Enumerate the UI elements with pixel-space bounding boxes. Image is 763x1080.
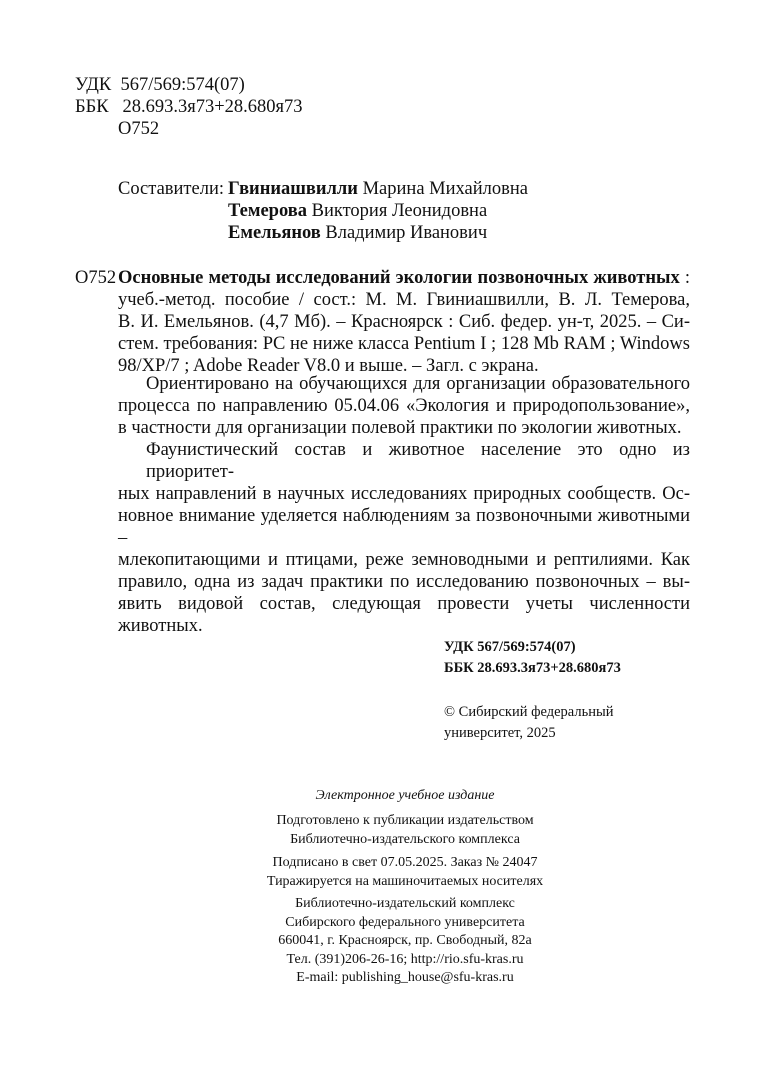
imprint-line: Тел. (391)206-26-16; http://rio.sfu-kras.ru — [286, 951, 524, 967]
book-title: Основные методы исследований экологии позвоночных животных — [118, 268, 680, 288]
udk-label: УДК — [75, 75, 112, 95]
abstract — [118, 373, 690, 637]
author-code: О752 — [118, 119, 160, 139]
abstract-line: ных направлений в научных исследованиях природных сообществ. Ос- — [118, 484, 690, 504]
abstract-line: Ориентировано на обучающихся для организации образовательного — [146, 374, 690, 394]
udk-header — [75, 74, 303, 140]
abstract-line: явить видовой состав, следующая провести учеты численности животных. — [118, 594, 690, 636]
udk-code: УДК 567/569:574(07) — [444, 639, 576, 655]
abstract-line: в частности для организации полевой практики по экологии животных. — [118, 418, 682, 438]
bbk-code: ББК 28.693.3я73+28.680я73 — [444, 660, 621, 676]
imprint-line: Сибирского федерального университета — [285, 914, 525, 930]
abstract-line: новное внимание уделяется наблюдениям за позвоночными животными – — [118, 506, 690, 548]
compilers-list — [228, 178, 528, 244]
udk-value: 567/569:574(07) — [120, 75, 245, 95]
imprint-line: Тиражируется на машиночитаемых носителях — [266, 873, 544, 889]
copyright-line: © Сибирский федеральный — [444, 704, 614, 720]
compilers — [118, 178, 224, 200]
imprint-line: Подготовлено к публикации издательством — [276, 813, 534, 828]
imprint-line: Подписано в свет 07.05.2025. Заказ № 24047 — [272, 855, 538, 870]
imprint-line: Библиотечно-издательский комплекс — [295, 896, 515, 911]
compiler: Темерова Виктория Леонидовна — [228, 201, 488, 221]
copyright-line: университет, 2025 — [444, 725, 556, 741]
biblio-line: В. И. Емельянов. (4,7 Мб). – Красноярск : Сиб. федер. ун-т, 2025. – Си- — [118, 312, 690, 332]
bbk-value: 28.693.3я73+28.680я73 — [122, 97, 303, 117]
biblio-line: стем. требования: PC не ниже класса Pentium I ; 128 Mb RAM ; Windows — [118, 334, 690, 354]
edition-type: Электронное учебное издание — [315, 788, 495, 803]
biblio-line: учеб.-метод. пособие / сост.: М. М. Гвиниашвилли, В. Л. Темерова, — [118, 290, 690, 310]
compilers-label: Составители: — [118, 179, 224, 199]
abstract-line: процесса по направлению 05.04.06 «Экология и природопользование», — [118, 396, 690, 416]
compiler: Емельянов Владимир Иванович — [228, 223, 488, 243]
biblio-line: 98/XP/7 ; Adobe Reader V8.0 и выше. – Загл. с экрана. — [118, 356, 539, 376]
imprint-publisher — [245, 895, 565, 988]
copyright — [444, 702, 613, 744]
imprint-signed — [245, 854, 565, 891]
compiler: Гвиниашвилли Марина Михайловна — [228, 179, 528, 199]
bbk-label: ББК — [75, 97, 109, 117]
imprint-line: Библиотечно-издательского комплекса — [290, 831, 520, 847]
abstract-line: млекопитающими и птицами, реже земноводными и рептилиями. Как — [118, 550, 690, 570]
abstract-line: Фаунистический состав и животное население это одно из приоритет- — [146, 440, 690, 482]
abstract-line: правило, одна из задач практики по исследованию позвоночных – вы- — [118, 572, 690, 592]
biblio-code: О752 — [75, 268, 117, 288]
classification — [444, 637, 621, 679]
biblio-record: Основные методы исследований экологии позвоночных животных : учеб.-метод. пособие / сост.: М. М. Гвиниашвилли, В. Л. Темерова, В. И. Емельянов. (4,7 Мб). – Красноярск : Сиб. федер. ун-т, 2025. – Си- стем. требования: PC не ниже класса Pentium I ; 128 Mb RAM ; Windows 98/XP/7 ; Adobe Reader V8.0 и выше. – Загл. с экрана. — [118, 268, 690, 376]
imprint-line: E-mail: publishing_house@sfu-kras.ru — [296, 970, 514, 985]
imprint-prepared — [245, 812, 565, 849]
imprint-line: 660041, г. Красноярск, пр. Свободный, 82а — [278, 933, 532, 948]
